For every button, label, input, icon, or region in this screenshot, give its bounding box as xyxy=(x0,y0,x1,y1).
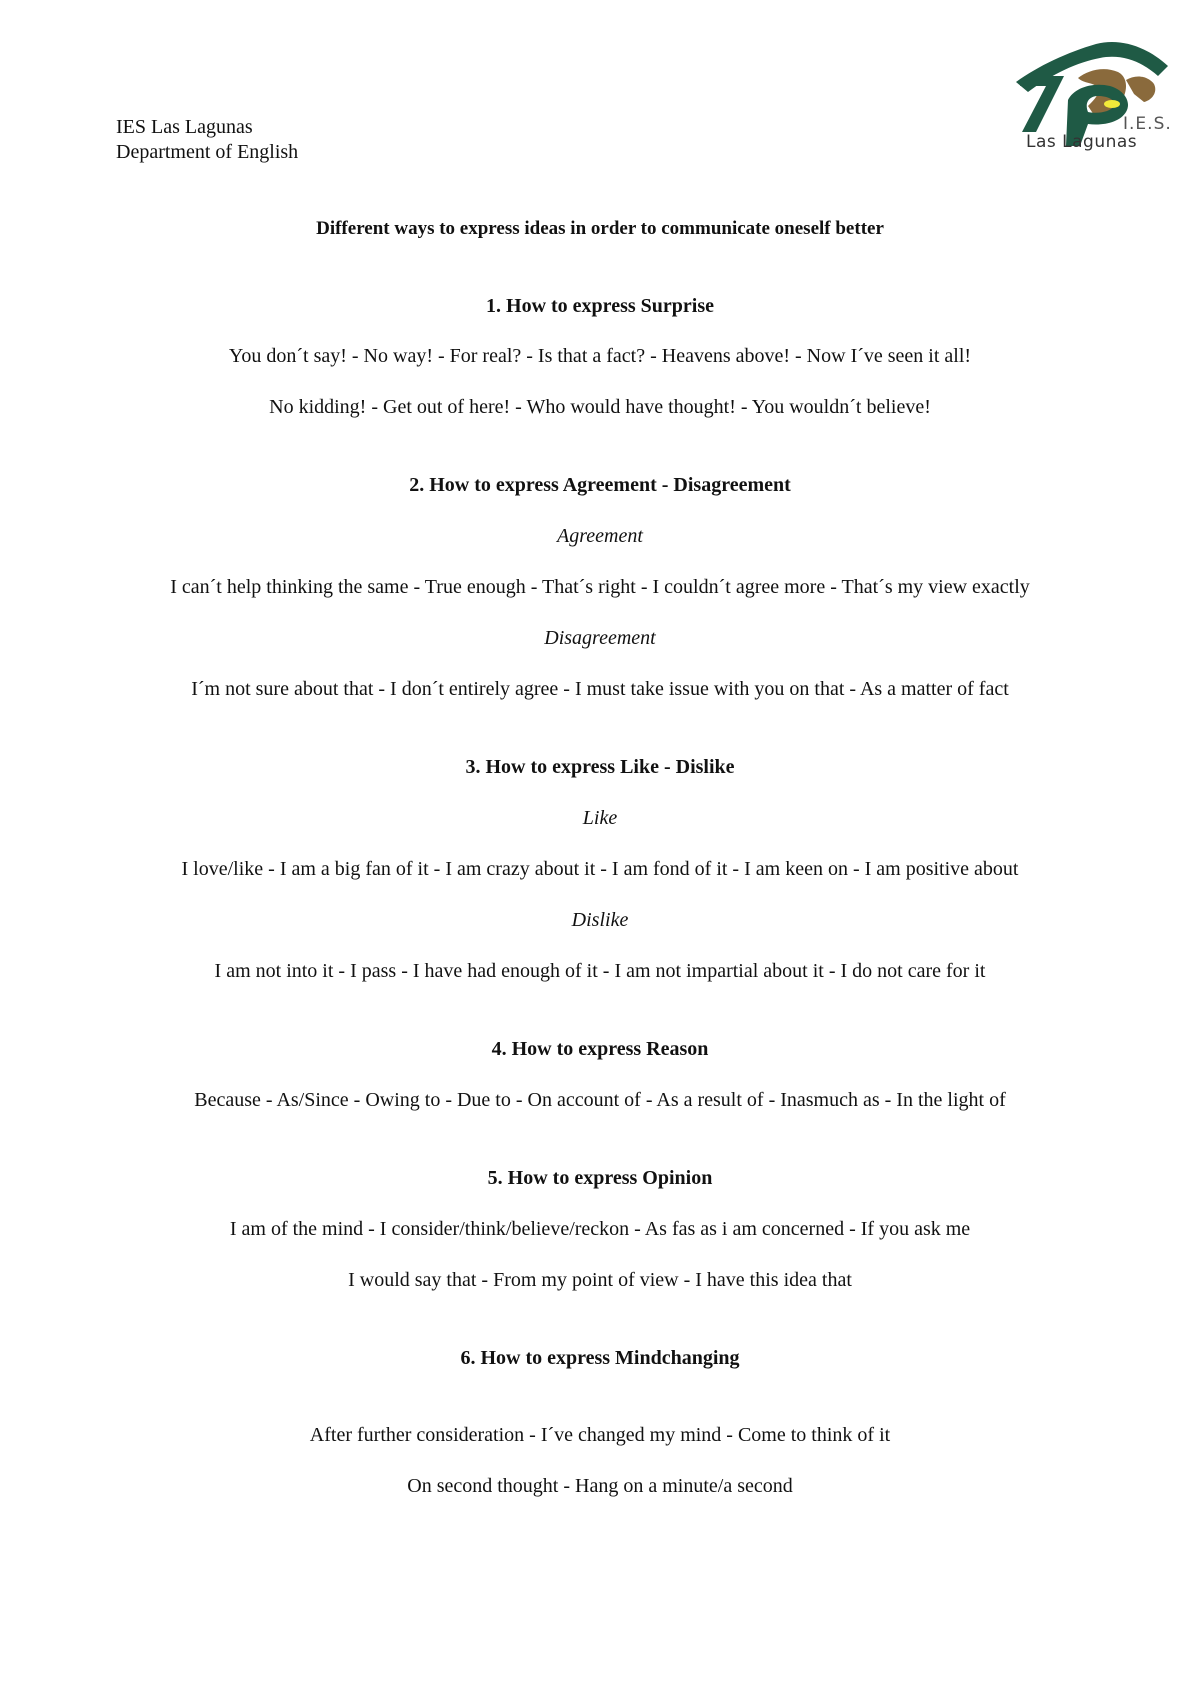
section-heading-agreement: 2. How to express Agreement - Disagreement xyxy=(409,474,791,496)
section-heading-opinion: 5. How to express Opinion xyxy=(487,1167,713,1189)
section-heading-mindchanging: 6. How to express Mindchanging xyxy=(460,1347,740,1369)
section-line: No kidding! - Get out of here! - Who would have thought! - You wouldn´t believe! xyxy=(269,396,931,418)
section-line: I would say that - From my point of view - I have this idea that xyxy=(348,1269,852,1291)
section-line: I can´t help thinking the same - True enough - That´s right - I couldn´t agree more - That´s my view exactly xyxy=(170,576,1030,598)
header-block xyxy=(116,115,298,165)
section-line: Because - As/Since - Owing to - Due to - On account of - As a result of - Inasmuch as - In the light of xyxy=(194,1089,1006,1111)
document-title: Different ways to express ideas in order to communicate oneself better xyxy=(316,218,884,239)
subsection-label-disagreement: Disagreement xyxy=(544,627,656,649)
section-line: On second thought - Hang on a minute/a second xyxy=(407,1475,793,1497)
section-heading-surprise: 1. How to express Surprise xyxy=(486,295,714,317)
section-line: You don´t say! - No way! - For real? - Is that a fact? - Heavens above! - Now I´ve seen it all! xyxy=(228,345,972,367)
subsection-label-dislike: Dislike xyxy=(571,909,629,931)
section-line: I am of the mind - I consider/think/believe/reckon - As fas as i am concerned - If you ask me xyxy=(229,1218,971,1240)
subsection-label-like: Like xyxy=(582,807,618,829)
section-line: I love/like - I am a big fan of it - I am crazy about it - I am fond of it - I am keen on - I am positive about xyxy=(181,858,1019,880)
subsection-label-agreement: Agreement xyxy=(557,525,643,547)
section-heading-like: 3. How to express Like - Dislike xyxy=(465,756,735,778)
section-line: I´m not sure about that - I don´t entirely agree - I must take issue with you on that - As a matter of fact xyxy=(191,678,1009,700)
school-name: IES Las Lagunas xyxy=(116,116,253,138)
logo-text-ies: I.E.S. xyxy=(1123,114,1172,134)
school-logo xyxy=(1008,36,1174,152)
department-name: Department of English xyxy=(116,141,299,163)
section-heading-reason: 4. How to express Reason xyxy=(491,1038,709,1060)
logo-text-las-lagunas: Las Lagunas xyxy=(1026,132,1138,152)
section-line: I am not into it - I pass - I have had enough of it - I am not impartial about it - I do not care for it xyxy=(214,960,986,982)
section-line: After further consideration - I´ve changed my mind - Come to think of it xyxy=(309,1424,891,1446)
